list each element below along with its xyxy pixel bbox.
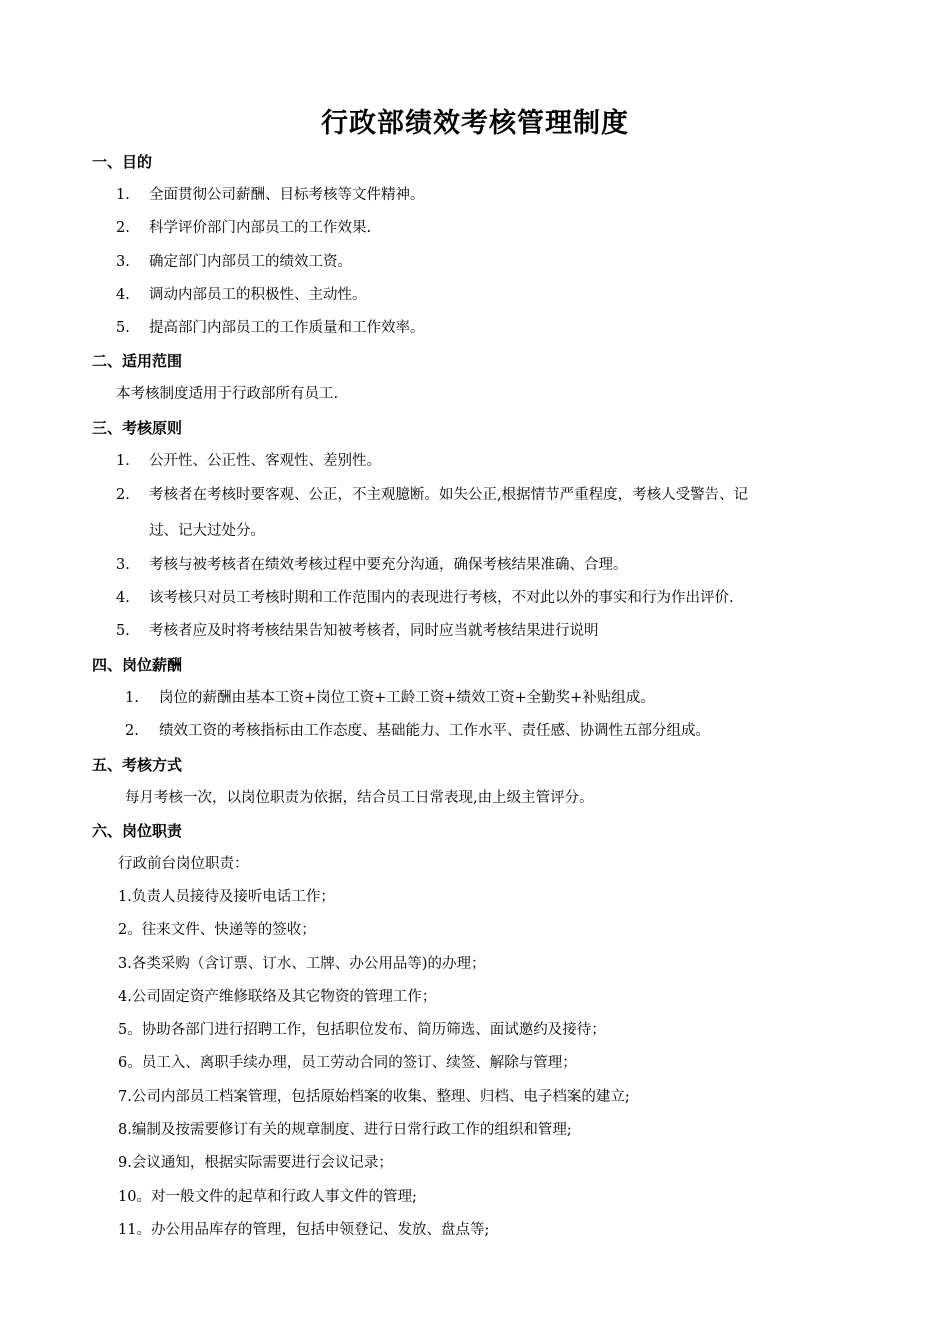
duties-item: 2。往来文件、快递等的签收；: [118, 922, 316, 938]
document-title: 行政部绩效考核管理制度: [321, 108, 629, 139]
purpose-item: 确定部门内部员工的绩效工资。: [149, 254, 352, 270]
principles-item-number: 2.: [116, 487, 130, 503]
section-heading-purpose: 一、目的: [92, 153, 153, 171]
principles-item-number: 5.: [116, 623, 130, 639]
purpose-item-number: 5.: [116, 320, 130, 336]
duties-item: 5。协助各部门进行招聘工作，包括职位发布、简历筛选、面试邀约及接待；: [118, 1022, 606, 1038]
duties-item: 11。办公用品库存的管理，包括申领登记、发放、盘点等;: [118, 1222, 490, 1238]
section-heading-principles: 三、考核原则: [92, 419, 183, 437]
salary-item: 岗位的薪酬由基本工资+岗位工资+工龄工资+绩效工资+全勤奖+补贴组成。: [159, 690, 655, 706]
purpose-item: 全面贯彻公司薪酬、目标考核等文件精神。: [149, 187, 425, 203]
purpose-item-number: 1.: [116, 187, 130, 203]
salary-item-number: 2.: [125, 723, 139, 739]
scope-text: 本考核制度适用于行政部所有员工.: [116, 386, 339, 402]
principles-item: 考核者在考核时要客观、公正，不主观臆断。如失公正,根据情节严重程度，考核人受警告、记: [149, 487, 749, 503]
principles-item-number: 1.: [116, 453, 130, 469]
duties-item: 4.公司固定资产维修联络及其它物资的管理工作；: [118, 989, 437, 1005]
principles-item-number: 3.: [116, 557, 130, 573]
duties-item: 9.会议通知，根据实际需要进行会议记录；: [118, 1155, 393, 1171]
principles-item-continuation: 过、记大过处分。: [149, 523, 265, 539]
purpose-item-number: 3.: [116, 254, 130, 270]
duties-item: 10。对一般文件的起草和行政人事文件的管理;: [118, 1189, 417, 1205]
purpose-item: 调动内部员工的积极性、主动性。: [149, 287, 367, 303]
section-heading-scope: 二、适用范围: [92, 352, 183, 370]
section-heading-duties: 六、岗位职责: [92, 822, 183, 840]
principles-item: 该考核只对员工考核时期和工作范围内的表现进行考核，不对此以外的事实和行为作出评价.: [149, 590, 734, 606]
purpose-item-number: 4.: [116, 287, 130, 303]
purpose-item-number: 2.: [116, 220, 130, 236]
salary-item: 绩效工资的考核指标由工作态度、基础能力、工作水平、责任感、协调性五部分组成。: [159, 723, 710, 739]
principles-item: 考核者应及时将考核结果告知被考核者，同时应当就考核结果进行说明: [149, 623, 599, 639]
duties-item: 7.公司内部员工档案管理，包括原始档案的收集、整理、归档、电子档案的建立;: [118, 1089, 630, 1105]
duties-item: 3.各类采购（含订票、订水、工牌、办公用品等)的办理；: [118, 956, 486, 972]
principles-item: 考核与被考核者在绩效考核过程中要充分沟通，确保考核结果准确、合理。: [149, 557, 628, 573]
duties-item: 8.编制及按需要修订有关的规章制度、进行日常行政工作的组织和管理;: [118, 1122, 572, 1138]
section-heading-salary: 四、岗位薪酬: [92, 656, 183, 674]
duties-item: 1.负责人员接待及接听电话工作；: [118, 889, 335, 905]
salary-item-number: 1.: [125, 690, 139, 706]
section-heading-method: 五、考核方式: [92, 756, 183, 774]
duties-intro: 行政前台岗位职责：: [118, 856, 249, 872]
principles-item-number: 4.: [116, 590, 130, 606]
purpose-item: 科学评价部门内部员工的工作效果.: [149, 220, 372, 236]
duties-item: 6。员工入、离职手续办理，员工劳动合同的签订、续签、解除与管理；: [118, 1055, 577, 1071]
principles-item: 公开性、公正性、客观性、差别性。: [149, 453, 381, 469]
purpose-item: 提高部门内部员工的工作质量和工作效率。: [149, 320, 425, 336]
method-text: 每月考核一次，以岗位职责为依据，结合员工日常表现,由上级主管评分。: [125, 790, 594, 806]
